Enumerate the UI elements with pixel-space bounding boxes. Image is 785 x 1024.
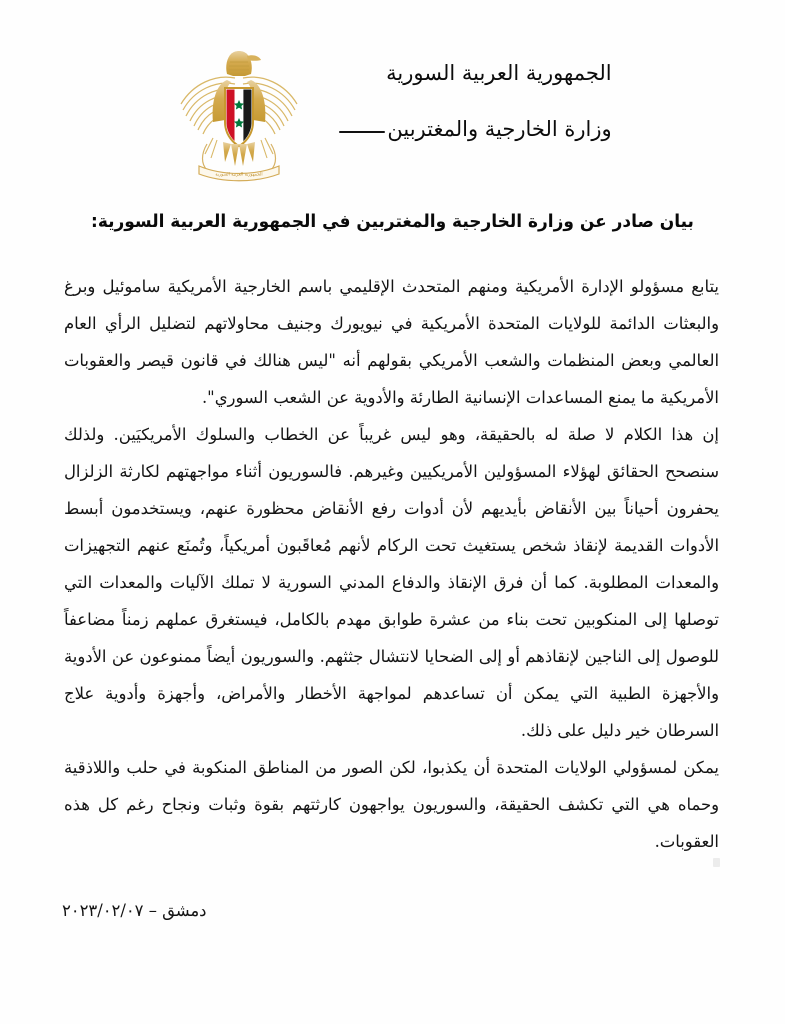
syrian-eagle-emblem [173, 44, 305, 184]
dateline: دمشق – ٢٠٢٣/٠٢/٠٧ [62, 901, 207, 920]
calligraphy-swash [339, 131, 385, 133]
scan-artifact [713, 858, 720, 867]
statement-title: بيان صادر عن وزارة الخارجية والمغتربين في الجمهورية العربية السورية: [91, 212, 694, 232]
statement-body [64, 268, 719, 860]
paragraph-2: إن هذا الكلام لا صلة له بالحقيقة، وهو ليس غريباً عن الخطاب والسلوك الأمريكيَين. ولذلك سنصحح الحقائق لهؤلاء المسؤولين الأمريكيين وغيرهم. فالسوريون أثناء مواجهتهم لكارثة الزلزال يحفرون أحياناً بين الأنقاض بأيديهم لأن أدوات رفع الأنقاض محظورة عنهم، ويستخدمون أبسط الأدوات القديمة لإنقاذ شخص يستغيث تحت الركام لأنهم مُعاقَبون أمريكياً، وتُمنَع عنهم التجهيزات والمعدات المطلوبة. كما أن فرق الإنقاذ والدفاع المدني السورية لا تملك الآليات والمعدات التي توصلها إلى المنكوبين تحت بناء من عشرة طوابق مهدم بالكامل، فيستغرق عملهم زمناً مضاعفاً للوصول إلى الناجين لإنقاذهم أو إلى الضحايا لانتشال جثثهم. والسوريون أيضاً ممنوعون عن الأدوية والأجهزة الطبية التي يمكن أن تساعدهم لمواجهة الأخطار والأمراض، وأجهزة وأدوية علاج السرطان خير دليل على ذلك. [64, 425, 719, 740]
paragraph-1: يتابع مسؤولو الإدارة الأمريكية ومنهم المتحدث الإقليمي باسم الخارجية الأمريكية ساموئيل وبرغ والبعثات الدائمة للولايات المتحدة الأمريكية في نيويورك وجنيف محاولاتهم لتضليل الرأي العام العالمي وبعض المنظمات والشعب الأمريكي بقولهم أنه "ليس هنالك في قانون قيصر والعقوبات الأمريكية ما يمنع المساعدات الإنسانية الطارئة والأدوية عن الشعب السوري". [64, 277, 719, 407]
ministry-name [339, 116, 611, 142]
letterhead [0, 44, 785, 199]
country-name: الجمهورية العربية السورية [386, 61, 612, 85]
letterhead-titles [339, 44, 611, 143]
ministry-name-text: وزارة الخارجية والمغتربين [387, 117, 612, 142]
emblem-ribbon-text: الجمهورية العربية السورية [215, 172, 263, 178]
paragraph-3: يمكن لمسؤولي الولايات المتحدة أن يكذبوا، لكن الصور من المناطق المنكوبة في حلب واللاذقية وحماه هي التي تكشف الحقيقة، والسوريون يواجهون كارثتهم بقوة وثبات ونجاح رغم كل هذه العقوبات. [64, 758, 719, 851]
